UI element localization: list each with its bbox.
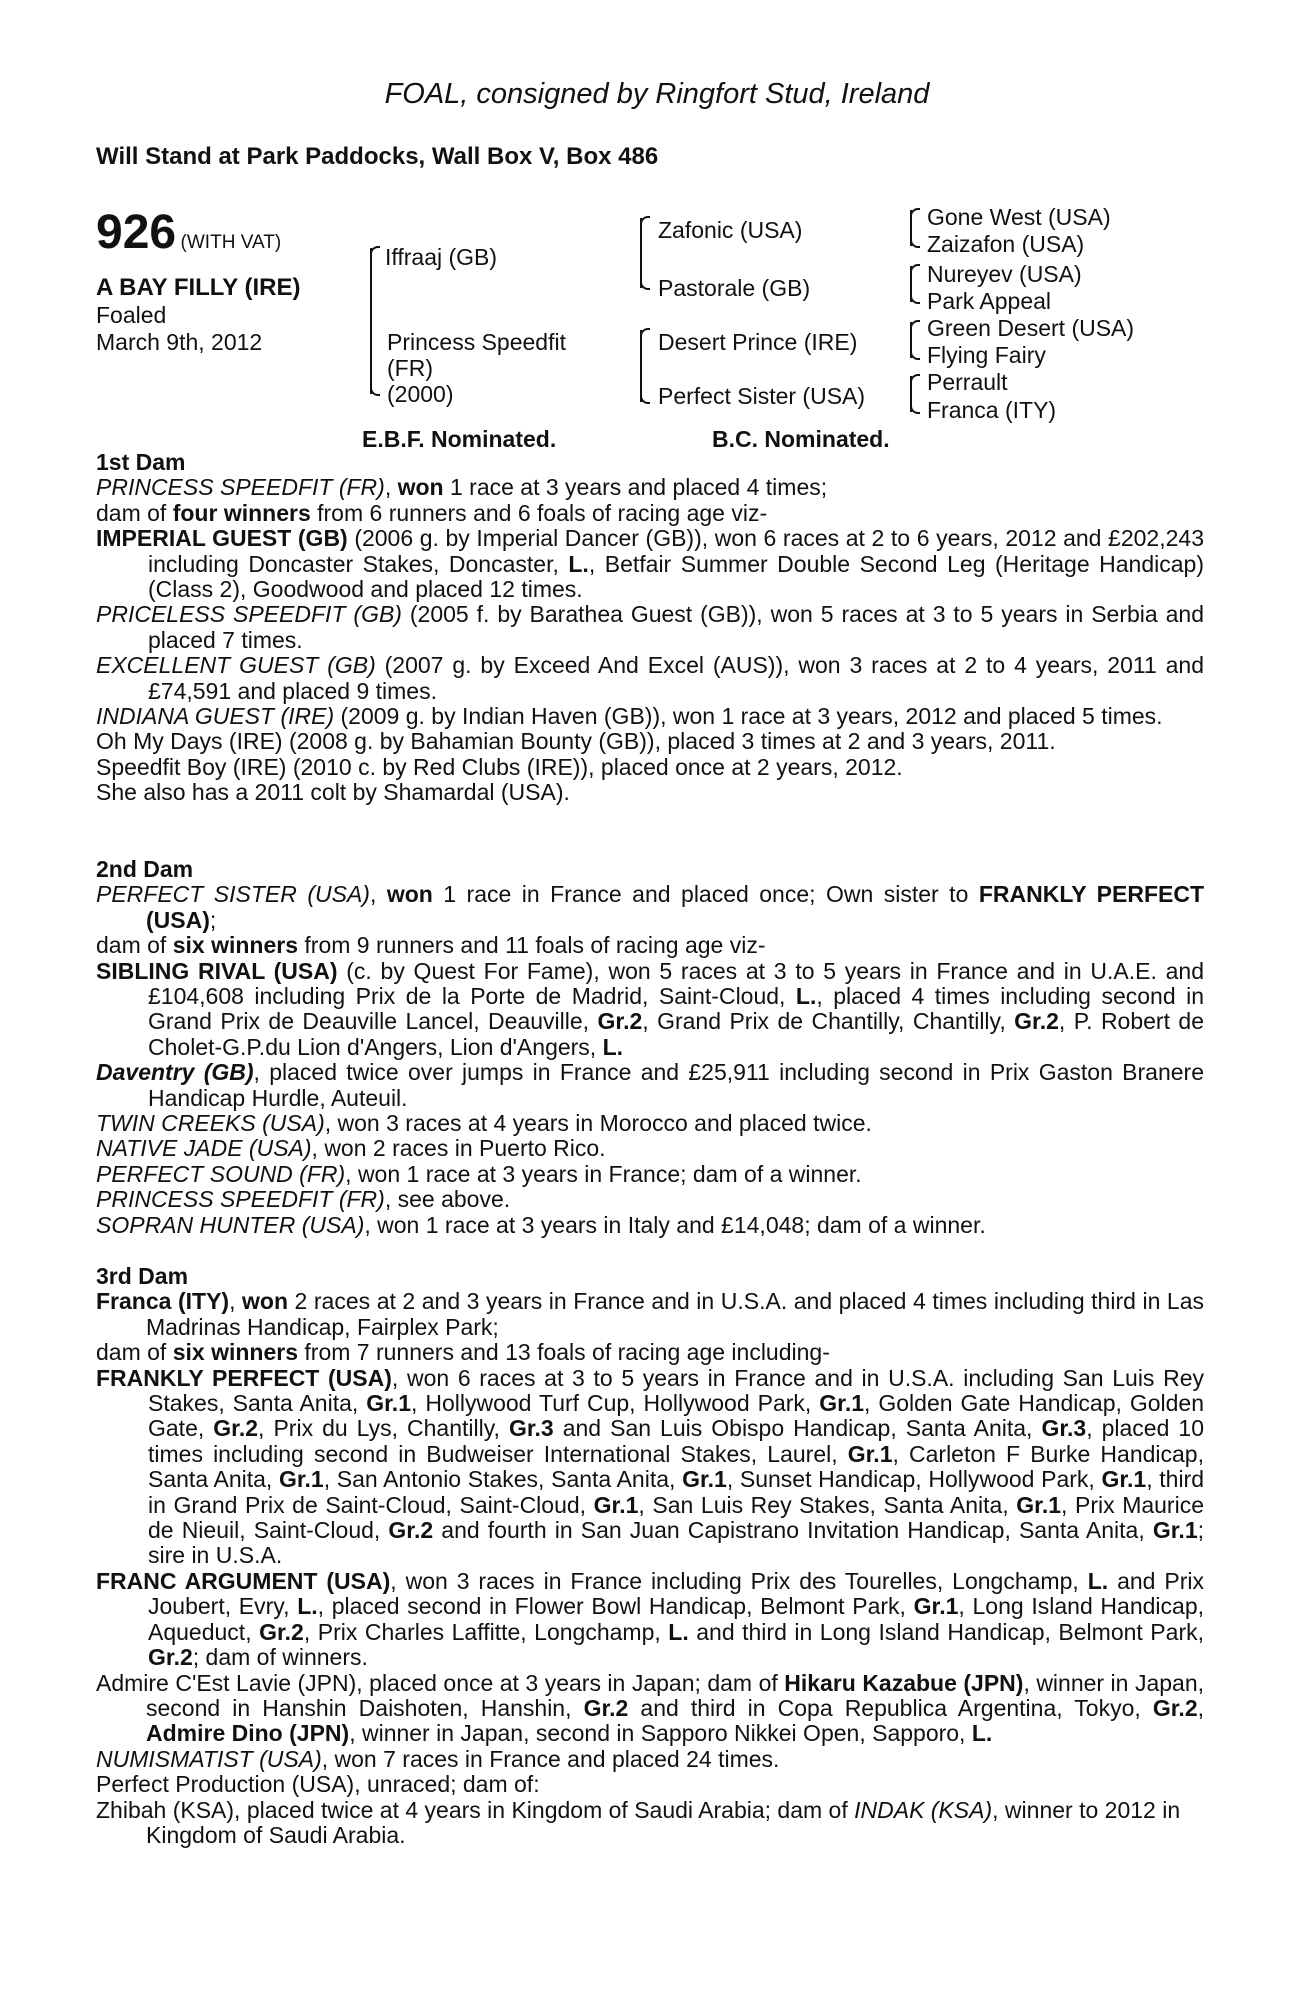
vat-note: (WITH VAT) [180, 232, 282, 253]
pedigree-g3: Nureyev (USA) [927, 261, 1082, 287]
first-dam-section [96, 450, 1204, 806]
produce-daventry: Daventry (GB), placed twice over jumps in France and £25,911 including second in Prix Gaston Branere Handicap Hurdle, Auteuil. [96, 1059, 1204, 1111]
first-dam-produce: dam of four winners from 6 runners and 6 foals of racing age viz- [96, 499, 768, 526]
produce-sopran-hunter: SOPRAN HUNTER (USA), won 1 race at 3 years in Italy and £14,048; dam of a winner. [96, 1211, 986, 1238]
pedigree-g6: Flying Fairy [927, 342, 1046, 368]
pedigree-g7: Perrault [927, 369, 1008, 395]
foaled-info [96, 302, 262, 356]
brace-g12 [910, 210, 920, 246]
pedigree-sire-sire: Zafonic (USA) [658, 217, 803, 243]
lot-number: 926 [96, 206, 177, 259]
consignor-line: FOAL, consigned by Ringfort Stud, Ireland [384, 78, 930, 110]
lot-number-block [96, 205, 281, 260]
produce-speedfit-boy: Speedfit Boy (IRE) (2010 c. by Red Clubs (IRE)), placed once at 2 years, 2012. [96, 753, 903, 780]
horse-description: A BAY FILLY (IRE) [96, 274, 301, 301]
first-dam-heading: 1st Dam [96, 449, 186, 475]
produce-admire-cest-lavie: Admire C'Est Lavie (JPN), placed once at 3 years in Japan; dam of Hikaru Kazabue (JPN), winner in Japan, second in Hanshin Daishoten, Hanshin, Gr.2 and third in Copa Republica Argentina, Tokyo, Gr.2, Admire Dino (JPN), winner in Japan, second in Sapporo Nikkei Open, Sapporo, L. [96, 1669, 1205, 1747]
produce-imperial-guest: IMPERIAL GUEST (GB) (2006 g. by Imperial Dancer (GB)), won 6 races at 2 to 6 years, 2012 and £202,243 including Doncaster Stakes, Doncaster, L., Betfair Summer Double Second Leg (Heritage Handicap) (Class 2), Goodwood and placed 12 times. [96, 525, 1204, 603]
produce-zhibah: Zhibah (KSA), placed twice at 4 years in Kingdom of Saudi Arabia; dam of INDAK (KSA), winner to 2012 in Kingdom of Saudi Arabia. [96, 1796, 1181, 1848]
produce-sibling-rival: SIBLING RIVAL (USA) (c. by Quest For Fame), won 5 races at 3 to 5 years in France and in U.A.E. and £104,608 including Prix de la Porte de Madrid, Saint-Cloud, L., placed 4 times including second in Grand Prix de Deauville Lancel, Deauville, Gr.2, Grand Prix de Chantilly, Chantilly, Gr.2, P. Robert de Cholet-G.P.du Lion d'Angers, Lion d'Angers, L. [96, 957, 1204, 1060]
brace-g34 [910, 266, 920, 302]
produce-priceless-speedfit: PRICELESS SPEEDFIT (GB) (2005 f. by Barathea Guest (GB)), won 5 races at 3 to 5 years in Serbia and placed 7 times. [96, 601, 1205, 653]
produce-oh-my-days: Oh My Days (IRE) (2008 g. by Bahamian Bounty (GB)), placed 3 times at 2 and 3 years, 2011. [96, 728, 1056, 755]
third-dam-summary: Franca (ITY), won 2 races at 2 and 3 years in France and in U.S.A. and placed 4 times including third in Las Madrinas Handicap, Fairplex Park; [96, 1288, 1204, 1340]
produce-franc-argument: FRANC ARGUMENT (USA), won 3 races in France including Prix des Tourelles, Longchamp, L. and Prix Joubert, Evry, L., placed second in Flower Bowl Handicap, Belmont Park, Gr.1, Long Island Handicap, Aqueduct, Gr.2, Prix Charles Laffitte, Longchamp, L. and third in Long Island Handicap, Belmont Park, Gr.2; dam of winners. [96, 1567, 1205, 1671]
produce-2011-colt: She also has a 2011 colt by Shamardal (USA). [96, 779, 570, 806]
ebf-nominated: E.B.F. Nominated. [362, 426, 557, 452]
pedigree-brace-dam [640, 330, 650, 402]
pedigree-g5: Green Desert (USA) [927, 315, 1135, 341]
produce-perfect-production: Perfect Production (USA), unraced; dam of: [96, 1771, 540, 1798]
first-dam-summary: PRINCESS SPEEDFIT (FR), won 1 race at 3 years and placed 4 times; [96, 474, 828, 501]
pedigree-dam-sire: Desert Prince (IRE) [658, 329, 858, 355]
produce-princess-speedfit: PRINCESS SPEEDFIT (FR), see above. [96, 1186, 511, 1213]
produce-indiana-guest: INDIANA GUEST (IRE) (2009 g. by Indian Haven (GB)), won 1 race at 3 years, 2012 and placed 5 times. [96, 703, 1163, 730]
pedigree-brace-main [370, 248, 380, 394]
pedigree-dam-dam: Perfect Sister (USA) [658, 383, 866, 409]
second-dam-summary: PERFECT SISTER (USA), won 1 race in France and placed once; Own sister to FRANKLY PERFECT (USA); [96, 881, 1204, 933]
second-dam-section [96, 857, 1204, 1238]
produce-twin-creeks: TWIN CREEKS (USA), won 3 races at 4 years in Morocco and placed twice. [96, 1110, 872, 1137]
pedigree-sire-dam: Pastorale (GB) [658, 275, 811, 301]
pedigree-dam: Princess Speedfit (FR) (2000) [387, 329, 566, 407]
third-dam-heading: 3rd Dam [96, 1263, 189, 1289]
produce-frankly-perfect: FRANKLY PERFECT (USA), won 6 races at 3 to 5 years in France and in U.S.A. including San Luis Rey Stakes, Santa Anita, Gr.1, Hollywood Turf Cup, Hollywood Park, Gr.1, Golden Gate Handicap, Golden Gate, Gr.2, Prix du Lys, Chantilly, Gr.3 and San Luis Obispo Handicap, Santa Anita, Gr.3, placed 10 times including second in Budweiser International Stakes, Laurel, Gr.1, Carleton F Burke Handicap, Santa Anita, Gr.1, San Antonio Stakes, Santa Anita, Gr.1, Sunset Handicap, Hollywood Park, Gr.1, third in Grand Prix de Saint-Cloud, Saint-Cloud, Gr.1, San Luis Rey Stakes, Santa Anita, Gr.1, Prix Maurice de Nieuil, Saint-Cloud, Gr.2 and fourth in San Juan Capistrano Invitation Handicap, Santa Anita, Gr.1; sire in U.S.A. [96, 1364, 1205, 1569]
third-dam-section [96, 1264, 1204, 1848]
pedigree-g4: Park Appeal [927, 288, 1052, 314]
foaled-label: Foaled [96, 302, 167, 328]
stand-location: Will Stand at Park Paddocks, Wall Box V, Box 486 [96, 143, 659, 170]
pedigree-g2: Zaizafon (USA) [927, 231, 1085, 257]
second-dam-heading: 2nd Dam [96, 856, 194, 882]
foaled-date: March 9th, 2012 [96, 329, 263, 355]
produce-native-jade: NATIVE JADE (USA), won 2 races in Puerto Rico. [96, 1135, 606, 1162]
third-dam-produce: dam of six winners from 7 runners and 13 foals of racing age including- [96, 1339, 830, 1366]
pedigree-g8: Franca (ITY) [927, 397, 1057, 423]
produce-excellent-guest: EXCELLENT GUEST (GB) (2007 g. by Exceed And Excel (AUS)), won 3 races at 2 to 4 years, 2011 and £74,591 and placed 9 times. [96, 652, 1204, 704]
brace-g56 [910, 322, 920, 358]
pedigree-brace-sire [640, 218, 650, 288]
second-dam-produce: dam of six winners from 9 runners and 11 foals of racing age viz- [96, 932, 766, 959]
produce-numismatist: NUMISMATIST (USA), won 7 races in France and placed 24 times. [96, 1745, 780, 1772]
pedigree-sire: Iffraaj (GB) [385, 244, 498, 270]
brace-g78 [910, 376, 920, 412]
pedigree-g1: Gone West (USA) [927, 204, 1111, 230]
bc-nominated: B.C. Nominated. [712, 426, 890, 452]
produce-perfect-sound: PERFECT SOUND (FR), won 1 race at 3 years in France; dam of a winner. [96, 1160, 862, 1187]
